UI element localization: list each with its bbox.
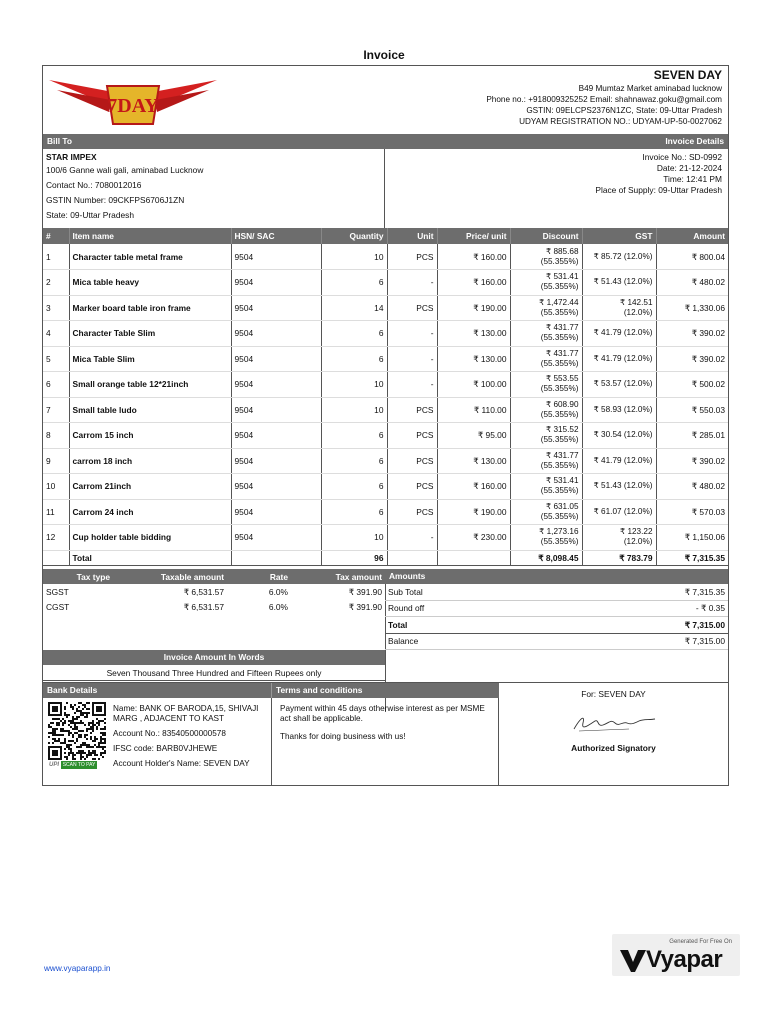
- row-price: ₹ 230.00: [437, 525, 510, 551]
- total-discount: ₹ 8,098.45: [510, 550, 582, 565]
- row-discount-amount: ₹ 1,273.16: [539, 527, 579, 537]
- row-quantity: 6: [321, 321, 387, 347]
- row-gst: [582, 423, 656, 449]
- row-index: 4: [43, 321, 69, 347]
- row-gst: [582, 372, 656, 398]
- row-discount-percent: (55.355%): [540, 409, 579, 419]
- terms-header: Terms and conditions: [271, 683, 499, 698]
- row-gst-amount: ₹ 41.79 (12.0%): [593, 353, 653, 363]
- row-amount: ₹ 1,330.06: [656, 295, 728, 321]
- table-row: [43, 474, 728, 500]
- row-unit: PCS: [387, 448, 437, 474]
- document-title: Invoice: [363, 48, 405, 62]
- invoice-details-header: Invoice Details: [385, 134, 728, 149]
- row-discount: [510, 321, 582, 347]
- row-discount: [510, 423, 582, 449]
- amount-value: ₹ 7,315.00: [555, 616, 728, 633]
- row-amount: ₹ 1,150.06: [656, 525, 728, 551]
- bank-ifsc: IFSC code: BARB0VJHEWE: [113, 744, 218, 753]
- row-price: ₹ 160.00: [437, 270, 510, 296]
- row-index: 6: [43, 372, 69, 398]
- row-amount: ₹ 390.02: [656, 346, 728, 372]
- row-price: ₹ 110.00: [437, 397, 510, 423]
- amount-words-header: Invoice Amount In Words: [43, 650, 385, 665]
- bill-to-gstin: GSTIN Number: 09CKFPS6706J1ZN: [46, 195, 185, 205]
- col-gst: GST: [582, 228, 656, 244]
- row-unit: -: [387, 372, 437, 398]
- row-discount-percent: (55.355%): [540, 384, 579, 394]
- invoice-date: Date: 21-12-2024: [656, 163, 722, 173]
- row-price: ₹ 100.00: [437, 372, 510, 398]
- row-hsn: 9504: [231, 499, 321, 525]
- row-price: ₹ 160.00: [437, 474, 510, 500]
- total-quantity: 96: [321, 550, 387, 565]
- row-amount: ₹ 285.01: [656, 423, 728, 449]
- row-index: 10: [43, 474, 69, 500]
- row-index: 12: [43, 525, 69, 551]
- row-discount-percent: (55.355%): [540, 511, 579, 521]
- row-discount-amount: ₹ 431.77: [545, 348, 579, 358]
- row-item-name: Small table ludo: [69, 397, 231, 423]
- table-row: [43, 244, 728, 270]
- row-unit: PCS: [387, 423, 437, 449]
- row-unit: PCS: [387, 397, 437, 423]
- row-quantity: 6: [321, 346, 387, 372]
- bill-to-section: [43, 149, 385, 228]
- row-gst: [582, 448, 656, 474]
- row-discount-amount: ₹ 885.68: [545, 246, 579, 256]
- row-hsn: 9504: [231, 244, 321, 270]
- upi-badge: [49, 762, 107, 772]
- row-gst-amount: ₹ 61.07 (12.0%): [593, 506, 653, 516]
- row-quantity: 6: [321, 499, 387, 525]
- row-amount: ₹ 480.02: [656, 270, 728, 296]
- row-amount: ₹ 390.02: [656, 448, 728, 474]
- table-row: [43, 397, 728, 423]
- row-gst-amount: ₹ 123.22: [619, 527, 653, 537]
- row-price: ₹ 130.00: [437, 321, 510, 347]
- total-gst: ₹ 783.79: [582, 550, 656, 565]
- row-gst: [582, 244, 656, 270]
- bank-holder: Account Holder's Name: SEVEN DAY: [113, 759, 250, 768]
- tax-col-rate: Rate: [227, 569, 291, 584]
- amounts-table: [385, 584, 728, 650]
- row-gst: [582, 525, 656, 551]
- table-row: [43, 321, 728, 347]
- tax-type: CGST: [46, 601, 70, 612]
- row-gst: [582, 270, 656, 296]
- row-discount-amount: ₹ 431.77: [545, 450, 579, 460]
- row-gst: [582, 295, 656, 321]
- tax-table: [43, 569, 385, 614]
- upi-label: UPI: [49, 762, 60, 768]
- row-index: 7: [43, 397, 69, 423]
- row-discount-percent: (55.355%): [540, 486, 579, 496]
- row-item-name: Mica table heavy: [69, 270, 231, 296]
- row-index: 9: [43, 448, 69, 474]
- tax-tax: ₹ 391.90: [348, 601, 382, 612]
- row-discount-percent: (55.355%): [540, 460, 579, 470]
- row-amount: ₹ 390.02: [656, 321, 728, 347]
- col-unit: Unit: [387, 228, 437, 244]
- row-price: ₹ 190.00: [437, 499, 510, 525]
- row-quantity: 6: [321, 270, 387, 296]
- row-gst: [582, 346, 656, 372]
- row-hsn: 9504: [231, 372, 321, 398]
- authorized-signatory: Authorized Signatory: [571, 743, 656, 753]
- vyapar-badge: [612, 934, 740, 976]
- tax-header-row: [43, 569, 385, 584]
- row-index: 3: [43, 295, 69, 321]
- amount-value: - ₹ 0.35: [555, 600, 728, 616]
- row-discount-amount: ₹ 531.41: [545, 476, 579, 486]
- row-amount: ₹ 550.03: [656, 397, 728, 423]
- row-unit: PCS: [387, 244, 437, 270]
- row-discount: [510, 525, 582, 551]
- terms-line-1: Payment within 45 days otherwise interest as per MSME act shall be applicable.: [280, 704, 485, 723]
- amount-label: Total: [385, 616, 555, 633]
- bill-to-state: State: 09-Uttar Pradesh: [46, 210, 134, 220]
- vyapar-brand: Vyapar: [646, 946, 723, 973]
- tax-taxable: ₹ 6,531.57: [183, 586, 224, 597]
- invoice-frame: [42, 65, 729, 786]
- row-amount: ₹ 800.04: [656, 244, 728, 270]
- row-discount: [510, 372, 582, 398]
- company-gstin: GSTIN: 09ELCPS2376N1ZC, State: 09-Uttar Pradesh: [526, 106, 722, 115]
- bank-details-section: [43, 698, 271, 785]
- row-price: ₹ 130.00: [437, 346, 510, 372]
- row-index: 2: [43, 270, 69, 296]
- row-unit: PCS: [387, 295, 437, 321]
- row-gst: [582, 474, 656, 500]
- tax-rate: 6.0%: [268, 601, 288, 612]
- table-row: [43, 525, 728, 551]
- col-index: #: [43, 228, 69, 244]
- items-total-row: [43, 550, 728, 565]
- row-discount: [510, 448, 582, 474]
- tax-row: [43, 599, 385, 614]
- company-name: SEVEN DAY: [653, 68, 722, 82]
- row-discount: [510, 346, 582, 372]
- row-discount-amount: ₹ 631.05: [545, 501, 579, 511]
- tax-rate: 6.0%: [268, 586, 288, 597]
- row-hsn: 9504: [231, 346, 321, 372]
- company-info: [486, 70, 722, 127]
- row-item-name: Small orange table 12*21inch: [69, 372, 231, 398]
- row-gst-amount: ₹ 41.79 (12.0%): [593, 328, 653, 338]
- col-amount: Amount: [656, 228, 728, 244]
- tax-col-type: Tax type: [43, 569, 113, 584]
- row-item-name: Mica Table Slim: [69, 346, 231, 372]
- invoice-header: [43, 66, 728, 134]
- row-hsn: 9504: [231, 321, 321, 347]
- row-discount-percent: (55.355%): [540, 435, 579, 445]
- total-label: Total: [69, 550, 231, 565]
- invoice-place: Place of Supply: 09-Uttar Pradesh: [595, 185, 722, 195]
- amount-value: ₹ 7,315.00: [555, 633, 728, 649]
- row-gst: [582, 397, 656, 423]
- row-discount-amount: ₹ 315.52: [545, 425, 579, 435]
- row-gst: [582, 321, 656, 347]
- row-unit: PCS: [387, 474, 437, 500]
- total-amount: ₹ 7,315.35: [656, 550, 728, 565]
- terms-section: [271, 698, 499, 785]
- row-quantity: 10: [321, 525, 387, 551]
- table-row: [43, 448, 728, 474]
- tax-type: SGST: [46, 586, 69, 597]
- table-row: [43, 270, 728, 296]
- amount-in-words: Seven Thousand Three Hundred and Fifteen Rupees only: [43, 665, 385, 681]
- row-unit: PCS: [387, 499, 437, 525]
- row-item-name: Character table metal frame: [69, 244, 231, 270]
- row-index: 1: [43, 244, 69, 270]
- row-hsn: 9504: [231, 448, 321, 474]
- row-discount-percent: (55.355%): [540, 333, 579, 343]
- generated-label: Generated For Free On: [669, 939, 732, 945]
- amount-label: Sub Total: [385, 584, 555, 600]
- items-table: [43, 228, 728, 566]
- row-discount: [510, 270, 582, 296]
- bank-info: [113, 704, 271, 774]
- row-unit: -: [387, 270, 437, 296]
- row-amount: ₹ 570.03: [656, 499, 728, 525]
- row-gst-amount: ₹ 30.54 (12.0%): [593, 430, 653, 440]
- row-discount-percent: (55.355%): [540, 307, 579, 317]
- row-index: 11: [43, 499, 69, 525]
- row-item-name: Cup holder table bidding: [69, 525, 231, 551]
- amount-row: [385, 600, 728, 616]
- row-hsn: 9504: [231, 474, 321, 500]
- row-unit: -: [387, 321, 437, 347]
- row-hsn: 9504: [231, 397, 321, 423]
- row-gst-amount: ₹ 58.93 (12.0%): [593, 404, 653, 414]
- invoice-number: Invoice No.: SD-0992: [642, 152, 722, 162]
- amount-row: [385, 633, 728, 649]
- vyapar-website-link[interactable]: www.vyaparapp.in: [44, 964, 111, 973]
- row-discount-amount: ₹ 1,472.44: [539, 297, 579, 307]
- tax-row: [43, 584, 385, 599]
- col-quantity: Quantity: [321, 228, 387, 244]
- row-gst: [582, 499, 656, 525]
- terms-line-2: Thanks for doing business with us!: [280, 732, 406, 741]
- row-quantity: 14: [321, 295, 387, 321]
- row-discount-percent: (55.355%): [540, 282, 579, 292]
- amount-row: [385, 584, 728, 600]
- tax-col-taxable: Taxable amount: [113, 569, 227, 584]
- row-discount-amount: ₹ 608.90: [545, 399, 579, 409]
- row-amount: ₹ 500.02: [656, 372, 728, 398]
- row-gst-amount: ₹ 142.51: [619, 297, 653, 307]
- row-quantity: 10: [321, 244, 387, 270]
- row-gst-amount: ₹ 51.43 (12.0%): [593, 481, 653, 491]
- row-gst-rate: (12.0%): [623, 537, 653, 547]
- row-unit: -: [387, 525, 437, 551]
- bank-details-header: Bank Details: [43, 683, 271, 698]
- table-row: [43, 499, 728, 525]
- tax-col-amount: Tax amount: [291, 569, 385, 584]
- row-discount: [510, 474, 582, 500]
- tax-tax: ₹ 391.90: [348, 586, 382, 597]
- row-index: 8: [43, 423, 69, 449]
- amount-label: Round off: [385, 600, 555, 616]
- row-quantity: 6: [321, 474, 387, 500]
- table-row: [43, 295, 728, 321]
- bill-to-contact: Contact No.: 7080012016: [46, 180, 142, 190]
- row-discount-amount: ₹ 431.77: [545, 323, 579, 333]
- table-row: [43, 423, 728, 449]
- row-price: ₹ 95.00: [437, 423, 510, 449]
- amount-label: Balance: [385, 633, 555, 649]
- invoice-time: Time: 12:41 PM: [663, 174, 722, 184]
- table-row: [43, 346, 728, 372]
- row-price: ₹ 160.00: [437, 244, 510, 270]
- signature-for: For: SEVEN DAY: [581, 689, 646, 699]
- total-blank: [231, 550, 321, 565]
- signature-section: [499, 683, 728, 785]
- row-discount: [510, 397, 582, 423]
- row-hsn: 9504: [231, 270, 321, 296]
- amount-value: ₹ 7,315.35: [555, 584, 728, 600]
- amounts-header: Amounts: [385, 569, 728, 584]
- tax-taxable: ₹ 6,531.57: [183, 601, 224, 612]
- row-item-name: Carrom 24 inch: [69, 499, 231, 525]
- bank-account: Account No.: 83540500000578: [113, 729, 226, 738]
- items-header-row: [43, 228, 728, 244]
- col-discount: Discount: [510, 228, 582, 244]
- company-udyam: UDYAM REGISTRATION NO.: UDYAM-UP-50-0027062: [519, 117, 722, 126]
- logo-text: 7DAY: [107, 95, 159, 117]
- payment-qr-code[interactable]: [48, 702, 106, 760]
- company-address: B49 Mumtaz Market aminabad lucknow: [578, 84, 722, 93]
- row-item-name: Marker board table iron frame: [69, 295, 231, 321]
- row-discount: [510, 499, 582, 525]
- row-gst-amount: ₹ 53.57 (12.0%): [593, 379, 653, 389]
- bank-name: Name: BANK OF BARODA,15, SHIVAJI MARG , ADJACENT TO KAST: [113, 704, 259, 723]
- row-item-name: Carrom 15 inch: [69, 423, 231, 449]
- bill-to-header: Bill To: [43, 134, 385, 149]
- table-row: [43, 372, 728, 398]
- vyapar-logo-icon: [620, 950, 646, 972]
- col-hsn: HSN/ SAC: [231, 228, 321, 244]
- bill-to-party: STAR IMPEX: [46, 152, 97, 162]
- signature-image: [569, 711, 659, 737]
- invoice-details-section: [385, 149, 728, 228]
- total-blank: [43, 550, 69, 565]
- row-item-name: Carrom 21inch: [69, 474, 231, 500]
- row-hsn: 9504: [231, 295, 321, 321]
- row-gst-amount: ₹ 85.72 (12.0%): [593, 251, 653, 261]
- row-item-name: carrom 18 inch: [69, 448, 231, 474]
- row-quantity: 6: [321, 448, 387, 474]
- bill-to-address: 100/6 Ganne wali gali, aminabad Lucknow: [46, 165, 204, 175]
- row-discount-amount: ₹ 553.55: [545, 374, 579, 384]
- total-blank: [387, 550, 437, 565]
- company-logo: [47, 72, 219, 128]
- row-amount: ₹ 480.02: [656, 474, 728, 500]
- row-price: ₹ 130.00: [437, 448, 510, 474]
- col-item-name: Item name: [69, 228, 231, 244]
- row-discount: [510, 244, 582, 270]
- row-hsn: 9504: [231, 525, 321, 551]
- row-discount-percent: (55.355%): [540, 256, 579, 266]
- scan-to-pay-label: SCAN TO PAY: [62, 762, 96, 768]
- row-gst-amount: ₹ 41.79 (12.0%): [593, 455, 653, 465]
- col-price: Price/ unit: [437, 228, 510, 244]
- row-hsn: 9504: [231, 423, 321, 449]
- row-price: ₹ 190.00: [437, 295, 510, 321]
- total-blank: [437, 550, 510, 565]
- row-quantity: 10: [321, 372, 387, 398]
- row-discount: [510, 295, 582, 321]
- row-gst-amount: ₹ 51.43 (12.0%): [593, 277, 653, 287]
- amount-row: [385, 616, 728, 633]
- row-index: 5: [43, 346, 69, 372]
- row-discount-percent: (55.355%): [540, 358, 579, 368]
- row-quantity: 6: [321, 423, 387, 449]
- company-contact: Phone no.: +918009325252 Email: shahnawaz.goku@gmail.com: [486, 95, 722, 104]
- row-gst-rate: (12.0%): [623, 307, 653, 317]
- row-item-name: Character Table Slim: [69, 321, 231, 347]
- row-quantity: 10: [321, 397, 387, 423]
- row-discount-amount: ₹ 531.41: [545, 272, 579, 282]
- row-discount-percent: (55.355%): [540, 537, 579, 547]
- row-unit: -: [387, 346, 437, 372]
